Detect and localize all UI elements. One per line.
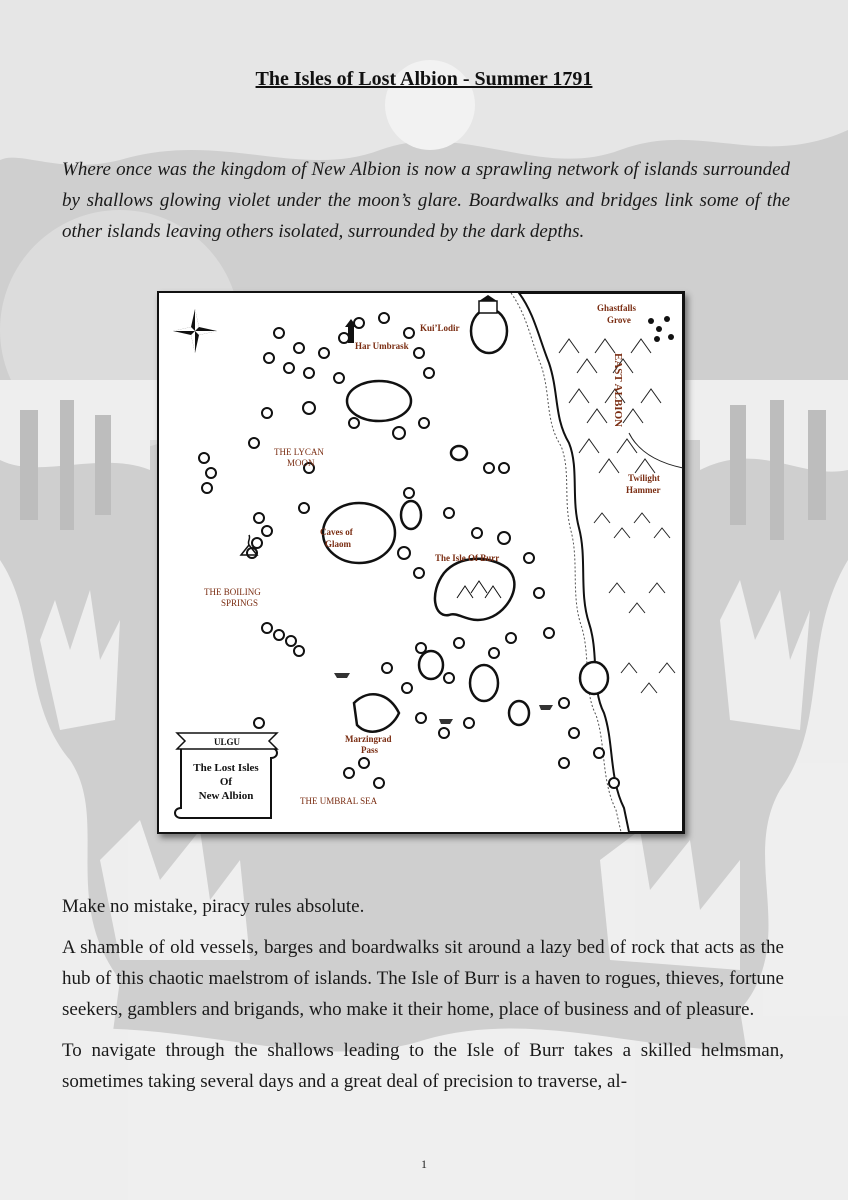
map-label-twilight: Twilight [628, 473, 660, 483]
paragraph-1: Make no mistake, piracy rules absolute. [62, 896, 365, 917]
paragraph-2: A shamble of old vessels, barges and boardwalks sit around a lazy bed of rock that acts as the hub of this chaotic maelstrom of islands. The Isle of Burr is a haven to rogues, thieves, fortune seekers, gamblers and brigands, who make it their home, place of business and of pleasure. [62, 937, 784, 1020]
map-label-boiling: THE BOILING [204, 587, 261, 597]
page-title: The Isles of Lost Albion - Summer 1791 [255, 68, 593, 90]
paragraph-3: To navigate through the shallows leading to the Isle of Burr takes a skilled helmsman, sometimes taking several days and a great deal of precision to traverse, al- [62, 1040, 784, 1092]
map-cartouche [175, 733, 277, 818]
map-label-isle-of-burr: The Isle Of Burr [435, 553, 500, 563]
cartouche-banner: ULGU [213, 737, 241, 747]
map-figure [157, 291, 685, 834]
map-label-springs: SPRINGS [221, 598, 259, 608]
map-label-har-umbrask: Har Umbrask [355, 341, 409, 351]
cartouche-line-3: New Albion [198, 790, 254, 802]
map-label-moon: MOON [287, 458, 315, 468]
map-label-pass: Pass [361, 745, 379, 755]
map-label-lycan: THE LYCAN [274, 447, 324, 457]
map-label-marzingrad: Marzingrad [345, 734, 392, 744]
body-text [62, 891, 784, 1107]
map-label-hammer: Hammer [626, 485, 661, 495]
map-label-caves-of: Caves of [320, 527, 353, 537]
map-label-kui-lodir: Kui’Lodir [420, 323, 460, 333]
map-label-east-albion: EAST ALBION [612, 353, 624, 428]
page-number: 1 [421, 1157, 427, 1171]
map-label-ghastfalls: Ghastfalls [597, 303, 637, 313]
intro-paragraph: Where once was the kingdom of New Albion is now a sprawling network of islands surrounded by shallows glowing violet under the moon’s glare. Boardwalks and bridges link some of the other islands leaving others isolated, surrounded by the dark depths. [62, 159, 790, 242]
map-illustration [159, 293, 683, 832]
map-label-grove: Grove [607, 315, 631, 325]
map-label-umbral-sea: THE UMBRAL SEA [300, 796, 378, 806]
map-label-glaom: Glaom [325, 539, 351, 549]
cartouche-line-1: The Lost Isles [193, 762, 259, 774]
cartouche-line-2: Of [219, 776, 233, 788]
